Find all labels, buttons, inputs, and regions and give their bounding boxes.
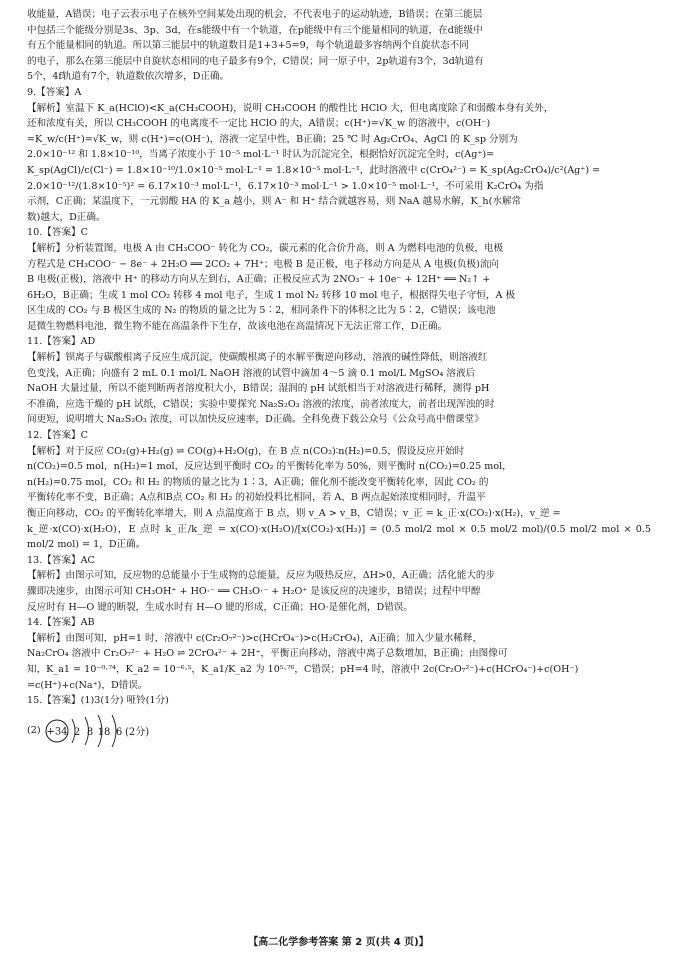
text-line: 【解析】由图可知，pH=1 时，溶液中 c(Cr₂O₇²⁻)>c(HCrO₄⁻)>c(H₂CrO₄)，A正确；加入少量水稀释， (27, 632, 483, 644)
text-line: 收能量，A错误；电子云表示电子在核外空间某处出现的机会，不代表电子的运动轨迹，B错误；在第三能层 (27, 9, 483, 20)
page-footer: 【高二化学参考答案 第 2 页(共 4 页)】 (248, 937, 429, 948)
text-line: 示剂，C正确；某温度下，一元弱酸 HA 的 K_a 越小，则 A⁻ 和 H⁺ 结合就越容易，则 NaA 越易水解，K_h(水解常 (27, 196, 522, 208)
text-line: 2.0×10⁻¹²/(1.8×10⁻⁵)² = 6.17×10⁻³ mol·L⁻¹，6.17×10⁻³ mol·L⁻¹ > 1.0×10⁻⁵ mol·L⁻¹，不可采用 K₂CrO₄ 为指 (27, 180, 544, 192)
score-label: (2分) (124, 726, 149, 738)
text-line: 平衡转化率不变，B正确；A点和B点 CO₂ 和 H₂ 的初始投料比相同，若 A、B 两点起始浓度相同时，升温平 (27, 492, 486, 504)
answer-line: 13.【答案】AC (27, 554, 95, 566)
question-9 (27, 85, 651, 225)
atom-structure-diagram (41, 711, 161, 751)
text-line: K_sp(AgCl)/c(Cl⁻) = 1.8×10⁻¹⁰/1.0×10⁻⁵ mol·L⁻¹ = 1.8×10⁻⁵ mol·L⁻¹，此时溶液中 c(CrO₄²⁻) = K_sp(Ag₂CrO₄)/c²(Ag⁺) = (27, 164, 601, 176)
text-line: 是微生物燃料电池，微生物不能在高温条件下生存，故该电池在高温情况下无法正常工作，D正确。 (27, 320, 448, 332)
shell-electrons: 2 (73, 726, 80, 738)
text-line: 【解析】对于反应 CO₂(g)+H₂(g) ⇌ CO(g)+H₂O(g)，在 B 点 n(CO₂)∶n(H₂)=0.5，假设反应开始时 (27, 445, 465, 457)
text-line: 色变浅，A正确；向盛有 2 mL 0.1 mol/L NaOH 溶液的试管中滴加 4～5 滴 0.1 mol/L MgSO₄ 溶液后 (27, 367, 476, 379)
text-line: =K_w/c(H⁺)=√K_w，则 c(H⁺)=c(OH⁻)，溶液一定呈中性，B正确；25 ℃ 时 Ag₂CrO₄、AgCl 的 K_sp 分别为 (27, 133, 518, 145)
text-line: 不准确，应选干燥的 pH 试纸，C错误；实验中要探究 Na₂S₂O₃ 溶液的浓度，前者浓度大，前者出现浑浊的时 (27, 398, 495, 410)
text-line: 知，K_a1 = 10⁻⁰·⁷⁴，K_a2 = 10⁻⁶·⁵，K_a1/K_a2 为 10⁵·⁷⁶，C错误；pH=4 时，溶液中 2c(Cr₂O₇²⁻)+c(HCrO₄⁻)+c(OH⁻) (27, 663, 579, 675)
text-line: 反应时有 H—O 键的断裂，生成水时有 H—O 键的形成，C正确；HO·是催化剂，D错误。 (27, 601, 413, 613)
atom-structure-row (27, 711, 651, 751)
text-line: B 电极(正极)，溶液中 H⁺ 的移动方向从左到右，A正确；正极反应式为 2NO₃⁻ + 10e⁻ + 12H⁺ ══ N₂↑ + (27, 274, 491, 286)
answer-line: 14.【答案】AB (27, 617, 95, 629)
text-line: 衡正向移动，CO₂ 的平衡转化率增大，则 A 点温度高于 B 点，则 v_A > v_B，C错误；v_正 = k_正·x(CO₂)·x(H₂)，v_逆 = (27, 508, 561, 519)
question-11 (27, 334, 651, 428)
part-label: (2) (27, 724, 41, 736)
text-line: 5个，4f轨道有7个，轨道数依次增多，D正确。 (27, 71, 230, 83)
answer-line: 11.【答案】AD (27, 336, 96, 348)
text-line: 2.0×10⁻¹² 和 1.8×10⁻¹⁰，当离子浓度小于 10⁻⁵ mol·L⁻¹ 时认为沉淀完全，根据恰好沉淀完全时，c(Ag⁺)= (27, 149, 495, 161)
text-line: 数)越大，D正确。 (27, 211, 106, 223)
text-line: 【解析】室温下 K_a(HClO)<K_a(CH₃COOH)，说明 CH₃COOH 的酸性比 HClO 大，但电离度除了和弱酸本身有关外， (27, 102, 554, 114)
text-line: 【解析】钡离子与碳酸根离子反应生成沉淀，使碳酸根离子的水解平衡逆向移动，溶液的碱性降低，则溶液红 (27, 352, 488, 364)
question-15 (27, 693, 651, 751)
nucleus-charge: +34 (46, 726, 68, 738)
text-line: 区生成的 CO₂ 与 B 极区生成的 N₂ 的物质的量之比为 5∶2，相同条件下的体积之比为 5∶2，C错误；该电池 (27, 305, 496, 317)
text-line: Na₂CrO₄ 溶液中 Cr₂O₇²⁻ + H₂O ⇌ 2CrO₄²⁻ + 2H⁺，平衡正向移动，溶液中离子总数增加，B正确；由图像可 (27, 648, 508, 660)
shell-electrons: 8 (86, 726, 93, 738)
text-line: n(H₂)=0.75 mol，CO₂ 和 H₂ 的物质的量之比为 1∶3，A正确；催化剂不能改变平衡转化率，因此 CO₂ 的 (27, 476, 489, 488)
answer-line: 10.【答案】C (27, 227, 88, 239)
question-10 (27, 225, 651, 334)
text-line: 还和浓度有关，所以 CH₃COOH 的电离度不一定比 HClO 的大，A错误；c(H⁺)=√K_w 的溶液中，c(OH⁻) (27, 118, 491, 130)
shell-electrons: 6 (115, 726, 122, 738)
answer-line: 9.【答案】A (27, 86, 82, 98)
intro-block (27, 7, 651, 85)
text-line: n(CO₂)=0.5 mol，n(H₂)=1 mol，反应达到平衡时 CO₂ 的平衡转化率为 50%，则平衡时 n(CO₂)=0.25 mol， (27, 461, 512, 473)
text-line: =c(H⁺)+c(Na⁺)，D错误。 (27, 679, 148, 691)
text-line: 【解析】由图示可知，反应物的总能量小于生成物的总能量，反应为吸热反应，ΔH>0，A正确；活化能大的步 (27, 570, 496, 582)
text-line: 6H₂O，B正确；生成 1 mol CO₂ 转移 4 mol 电子，生成 1 mol N₂ 转移 10 mol 电子，根据得失电子守恒，A 极 (27, 289, 516, 301)
text-line: 方程式是 CH₃COO⁻ − 8e⁻ + 2H₂O ══ 2CO₂ + 7H⁺；电极 B 是正极，电子移动方向是从 A 电极(负极)流向 (27, 258, 500, 270)
question-13 (27, 553, 651, 615)
text-line: k_逆·x(CO)·x(H₂O)，E 点时 k_正/k_逆 = x(CO)·x(H₂O)/[x(CO₂)·x(H₂)] = (0.5 mol/2 mol × 0.5 mol/2 mol)/(0.5 mol/2 mol × 0.5 mol/2 mol) = 1，D正确。 (27, 523, 651, 551)
text-line: 的电子，那么在第三能层中自旋状态相同的电子最多有9个，C错误；同一原子中，2p轨道有3个，3d轨道有 (27, 55, 484, 67)
text-line: 【解析】分析装置图，电极 A 由 CH₃COO⁻ 转化为 CO₂，碳元素的化合价升高，则 A 为燃料电池的负极，电极 (27, 242, 504, 254)
question-14 (27, 615, 651, 693)
shell-electrons: 18 (97, 726, 110, 738)
answer-line: 15.【答案】(1)3(1分) 哑铃(1分) (27, 695, 169, 707)
text-line: 骤即决速步，由图示可知 CH₃OH⁺ + HO·⁻ ══ CH₃O·⁻ + H₂O⁺ 是该反应的决速步，B错误；过程中甲醇 (27, 585, 481, 597)
question-12 (27, 428, 651, 553)
text-line: 中包括三个能级分别是3s、3p、3d，在s能级中有一个轨道，在p能级中有三个能量相同的轨道，在d能级中 (27, 24, 483, 36)
answer-line: 12.【答案】C (27, 430, 88, 442)
text-line: NaOH 大量过量，所以不能判断两者溶度积大小，B错误；湿润的 pH 试纸相当于对溶液进行稀释，测得 pH (27, 383, 490, 395)
text-line: 有五个能量相同的轨道。所以第三能层中的轨道数目是1+3+5=9，每个轨道最多容纳两个自旋状态不同 (27, 40, 469, 52)
text-line: 间更短，说明增大 Na₂S₂O₃ 浓度，可以加快反应速率，D正确。全科免费下载公众号《公众号高中僧课堂》 (27, 414, 484, 426)
